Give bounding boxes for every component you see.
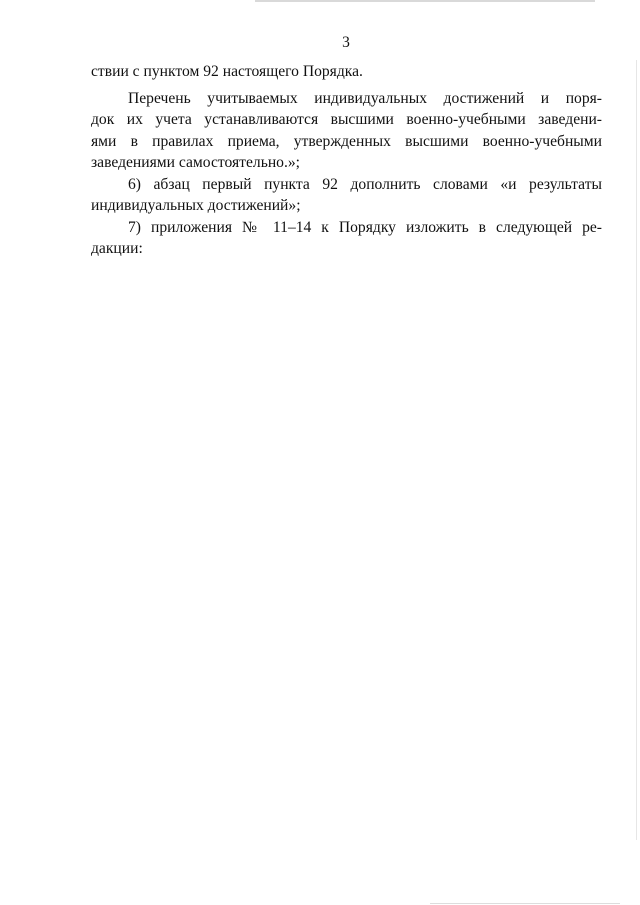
page-number: 3	[342, 34, 350, 51]
scan-edge-right	[636, 60, 637, 840]
text-line: 6) абзац первый пункта 92 дополнить словами «и результаты	[128, 175, 602, 193]
text-line: док их учета устанавливаются высшими военно-учебными заведени-	[91, 111, 602, 128]
text-line: 7) приложения № 11–14 к Порядку изложить в следующей ре-	[128, 218, 602, 236]
text-line: дакции:	[91, 240, 143, 257]
document-body	[91, 61, 602, 260]
scan-edge-top	[255, 0, 595, 2]
scan-edge-bottom	[430, 903, 620, 904]
text-line: ями в правилах приема, утвержденных высшими военно-учебными	[91, 132, 602, 150]
text-line: Перечень учитываемых индивидуальных достижений и поря-	[128, 89, 602, 107]
text-line: ствии с пунктом 92 настоящего Порядка.	[91, 63, 363, 80]
text-line: заведениями самостоятельно.»;	[91, 154, 300, 171]
text-line: индивидуальных достижений»;	[91, 197, 301, 214]
